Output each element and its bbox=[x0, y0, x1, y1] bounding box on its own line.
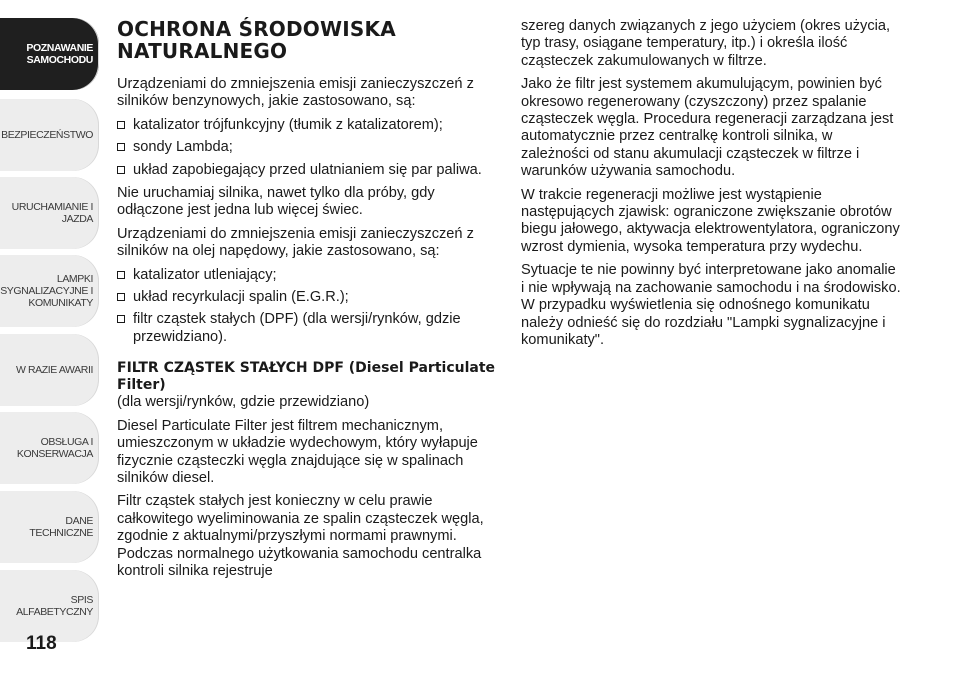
paragraph: Jako że filtr jest systemem akumulującym, powinien być okresowo regenerowany (czyszczony) przez spalanie cząsteczek węgla. Procedura regeneracji zarządzana jest automatycznie przez centralkę kontroli silnika, w zależności od stanu akumulacji cząsteczek w filtrze i warunków używania samochodu. bbox=[521, 76, 894, 180]
paragraph: Urządzeniami do zmniejszenia emisji zanieczyszczeń z silników na olej napędowy, jakie zastosowano, są: bbox=[117, 225, 474, 260]
tab-label: SPIS ALFABETYCZNY bbox=[16, 594, 93, 618]
list-item: filtr cząstek stałych (DPF) (dla wersji/rynków, gdzie przewidziano). bbox=[117, 311, 501, 346]
petrol-devices-list bbox=[117, 117, 501, 179]
list-item: katalizator trójfunkcyjny (tłumik z katalizatorem); bbox=[117, 117, 501, 134]
tab-label: W RAZIE AWARII bbox=[15, 364, 93, 376]
list-item: układ recyrkulacji spalin (E.G.R.); bbox=[117, 289, 501, 306]
tab-label: POZNAWANIE SAMOCHODU bbox=[26, 42, 93, 66]
paragraph: Diesel Particulate Filter jest filtrem mechanicznym, umieszczonym w układzie wydechowym, który wyłapuje fizycznie cząsteczki węgla znajdujące się w spalinach silników diesel. bbox=[117, 417, 478, 486]
tab-obsluga-i-konserwacja[interactable] bbox=[0, 412, 99, 484]
tab-spis-alfabetyczny[interactable] bbox=[0, 570, 99, 642]
checkbox-bullet-icon bbox=[117, 121, 125, 129]
page-number: 118 bbox=[26, 633, 57, 654]
section-title: OCHRONA ŚRODOWISKA NATURALNEGO bbox=[117, 17, 396, 63]
list-item: sondy Lambda; bbox=[117, 139, 501, 156]
paragraph: Urządzeniami do zmniejszenia emisji zanieczyszczeń z silników benzynowych, jakie zastosowano, są: bbox=[117, 76, 474, 110]
checkbox-bullet-icon bbox=[117, 315, 125, 323]
left-column bbox=[117, 18, 501, 586]
list-item: katalizator utleniający; bbox=[117, 267, 501, 284]
right-column bbox=[521, 18, 901, 355]
tab-dane-techniczne[interactable] bbox=[0, 491, 99, 563]
tab-bezpieczenstwo[interactable] bbox=[0, 99, 99, 171]
checkbox-bullet-icon bbox=[117, 293, 125, 301]
tab-label: BEZPIECZEŃSTWO bbox=[1, 129, 93, 141]
paragraph: szereg danych związanych z jego użyciem (okres użycia, typ trasy, osiągane temperatury, itp.) i określa ilość cząsteczek zakumulowanych w filtrze. bbox=[521, 18, 891, 69]
checkbox-bullet-icon bbox=[117, 271, 125, 279]
paragraph: Sytuacje te nie powinny być interpretowane jako anomalie i nie wpływają na zachowanie samochodu i na środowisko. W przypadku wyświetlenia się odnośnego komunikatu należy odnieść się do rozdziału "Lampki sygnalizacyjne i komunikaty". bbox=[521, 262, 901, 348]
tab-label: URUCHAMIANIE I JAZDA bbox=[11, 201, 93, 225]
tab-label: LAMPKI SYGNALIZACYJNE I KOMUNIKATY bbox=[0, 273, 93, 309]
paragraph: Filtr cząstek stałych jest konieczny w celu prawie całkowitego wyeliminowania ze spalin cząsteczek węgla, zgodnie z aktualnymi/przyszłymi normami prawnymi. Podczas normalnego użytkowania samochodu centralka kontroli silnika rejestruje bbox=[117, 493, 484, 579]
paragraph: W trakcie regeneracji możliwe jest wystąpienie następujących zjawisk: ograniczone zwiększanie obrotów biegu jałowego, aktywacja elektrowentylatora, ograniczony wzrost dymienia, wysoka temperatura przy wydechu. bbox=[521, 186, 900, 255]
tab-label: DANE TECHNICZNE bbox=[29, 515, 93, 539]
diesel-devices-list bbox=[117, 267, 501, 347]
checkbox-bullet-icon bbox=[117, 166, 125, 174]
tab-label: OBSŁUGA I KONSERWACJA bbox=[16, 436, 93, 460]
tab-poznawanie-samochodu[interactable] bbox=[0, 18, 99, 90]
tab-w-razie-awarii[interactable] bbox=[0, 334, 99, 406]
tab-lampki-sygnalizacyjne[interactable] bbox=[0, 255, 99, 327]
tab-uruchamianie-i-jazda[interactable] bbox=[0, 177, 99, 249]
paragraph: Nie uruchamiaj silnika, nawet tylko dla próby, gdy odłączone jest jedna lub więcej świec. bbox=[117, 185, 435, 219]
checkbox-bullet-icon bbox=[117, 143, 125, 151]
list-item: układ zapobiegający przed ulatnianiem się par paliwa. bbox=[117, 162, 501, 179]
dpf-subtitle: FILTR CZĄSTEK STAŁYCH DPF (Diesel Particulate Filter) bbox=[117, 360, 496, 394]
dpf-availability-note: (dla wersji/rynków, gdzie przewidziano) bbox=[117, 394, 370, 411]
